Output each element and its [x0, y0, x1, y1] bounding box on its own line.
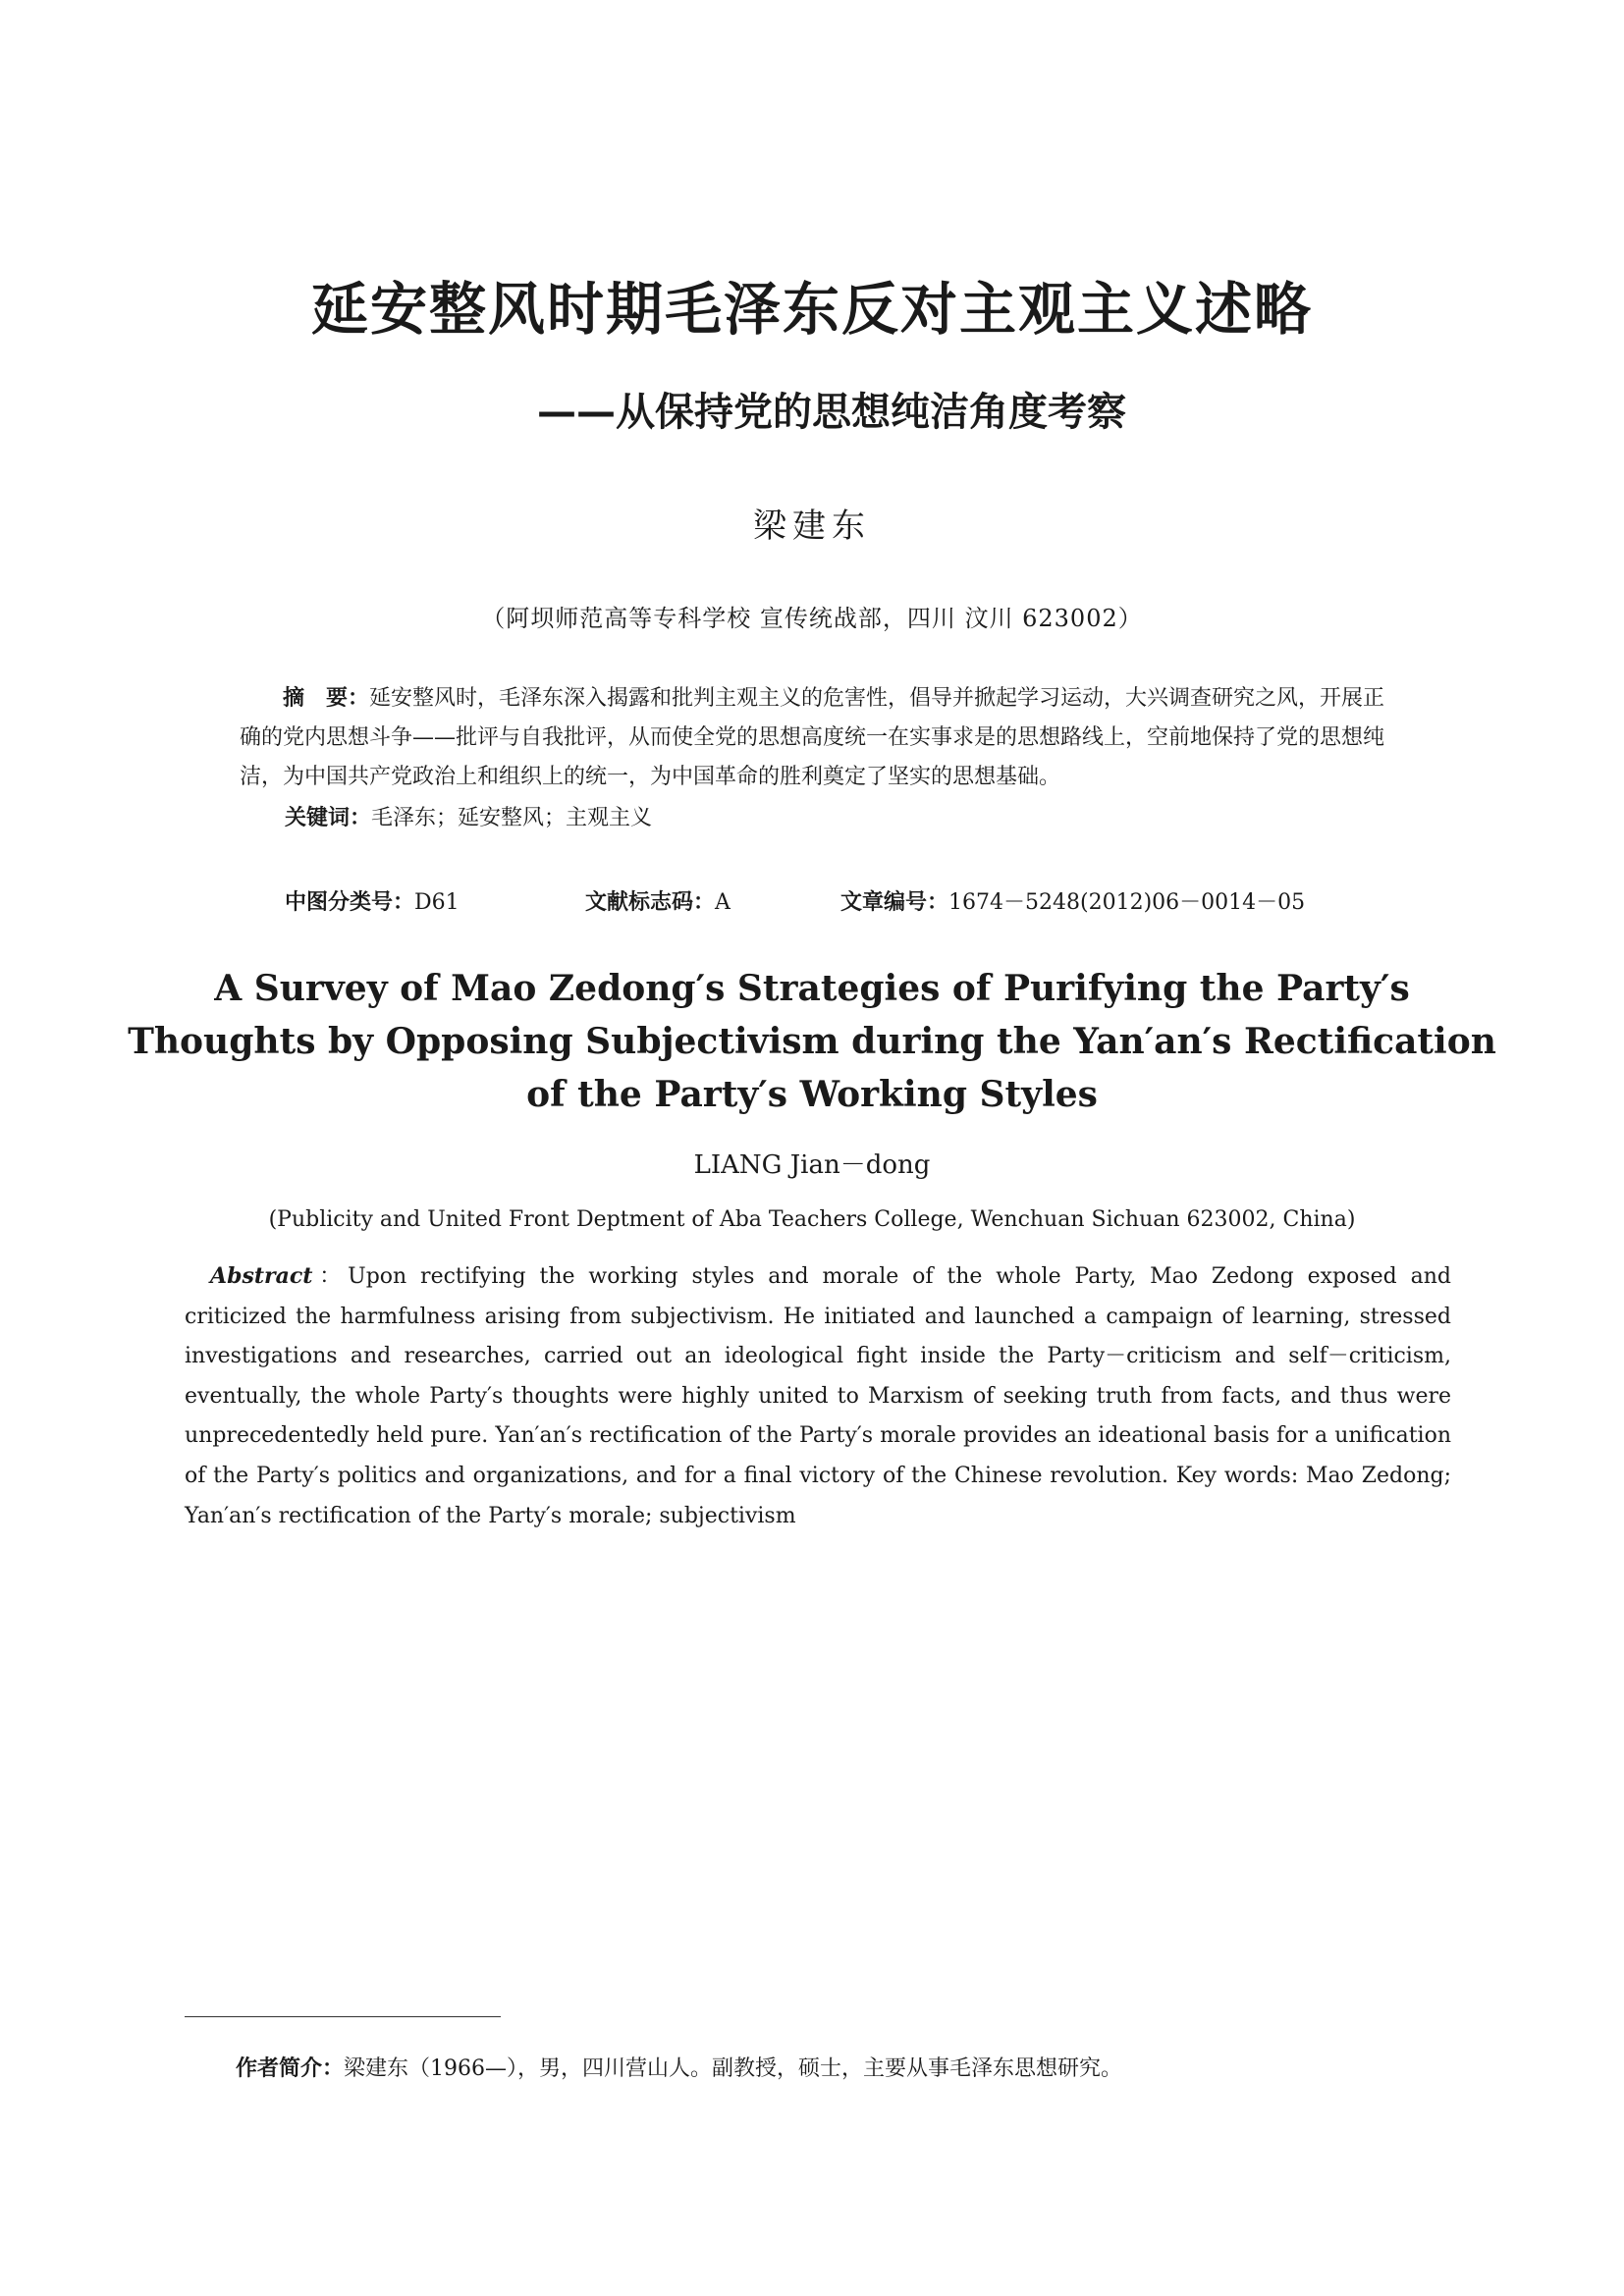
abstract-english-text: ：Upon rectifying the working styles and morale of the whole Party, Mao Zedong exposed and criticized the harmfulness arising from subjectivism. He initiated and launched a campaign of learning, stressed investigations and researches, carried out an ideological fight inside the Party－criticism and self－criticism, eventually, the whole Party′s thoughts were highly united to Marxism of seeking truth from facts, and thus were unprecedentedly held pure. Yan′an′s rectification of the Party′s morale provides an ideational basis for a unification of the Party′s politics and organizations, and for a final victory of the Chinese revolution. Key words: Mao Zedong; Yan′an′s rectification of the Party′s morale; subjectivism [185, 1264, 1451, 1528]
author-bio-footnote [236, 2052, 1122, 2082]
document-code [585, 885, 731, 916]
article-number-label: 文章编号： [840, 890, 949, 915]
article-number [840, 885, 1305, 916]
keywords-text: 毛泽东；延安整风；主观主义 [371, 806, 653, 830]
author-name: 梁建东 [753, 507, 871, 546]
doc-code-value: A [715, 890, 731, 915]
abstract-english-label: Abstract [210, 1263, 313, 1289]
abstract-chinese [240, 679, 1394, 797]
author-bio-label: 作者简介： [236, 2056, 345, 2081]
footnote-divider [185, 2016, 501, 2017]
english-title: A Survey of Mao Zedong′s Strategies of Purifying the Party′s Thoughts by Opposing Subjectivism during the Yan′an′s Rectification of the Party′s Working Styles [128, 968, 1496, 1115]
english-author: LIANG Jian－dong [693, 1150, 931, 1180]
keywords-label: 关键词： [285, 806, 372, 830]
clc-value: D61 [414, 890, 460, 915]
abstract-text: 延安整风时，毛泽东深入揭露和批判主观主义的危害性，倡导并掀起学习运动，大兴调查研究之风，开展正确的党内思想斗争——批评与自我批评，从而使全党的思想高度统一在实事求是的思想路线上，空前地保持了党的思想纯洁，为中国共产党政治上和组织上的统一，为中国革命的胜利奠定了坚实的思想基础。 [240, 686, 1385, 789]
abstract-label: 摘 要： [283, 686, 370, 711]
clc-number [285, 885, 460, 916]
keywords-chinese [285, 801, 652, 831]
doc-code-label: 文献标志码： [585, 890, 716, 915]
english-affiliation: (Publicity and United Front Deptment of Aba Teachers College, Wenchuan Sichuan 623002, China) [268, 1207, 1356, 1232]
abstract-english [185, 1256, 1451, 1536]
author-bio-text: 梁建东（1966—），男，四川营山人。副教授，硕士，主要从事毛泽东思想研究。 [344, 2056, 1123, 2081]
author-affiliation: （阿坝师范高等专科学校 宣传统战部，四川 汶川 623002） [481, 605, 1143, 632]
paper-subtitle: ——从保持党的思想纯洁角度考察 [537, 390, 1126, 435]
paper-title: 延安整风时期毛泽东反对主观主义述略 [310, 276, 1313, 343]
clc-label: 中图分类号： [285, 890, 415, 915]
article-number-value: 1674－5248(2012)06－0014－05 [948, 890, 1306, 915]
